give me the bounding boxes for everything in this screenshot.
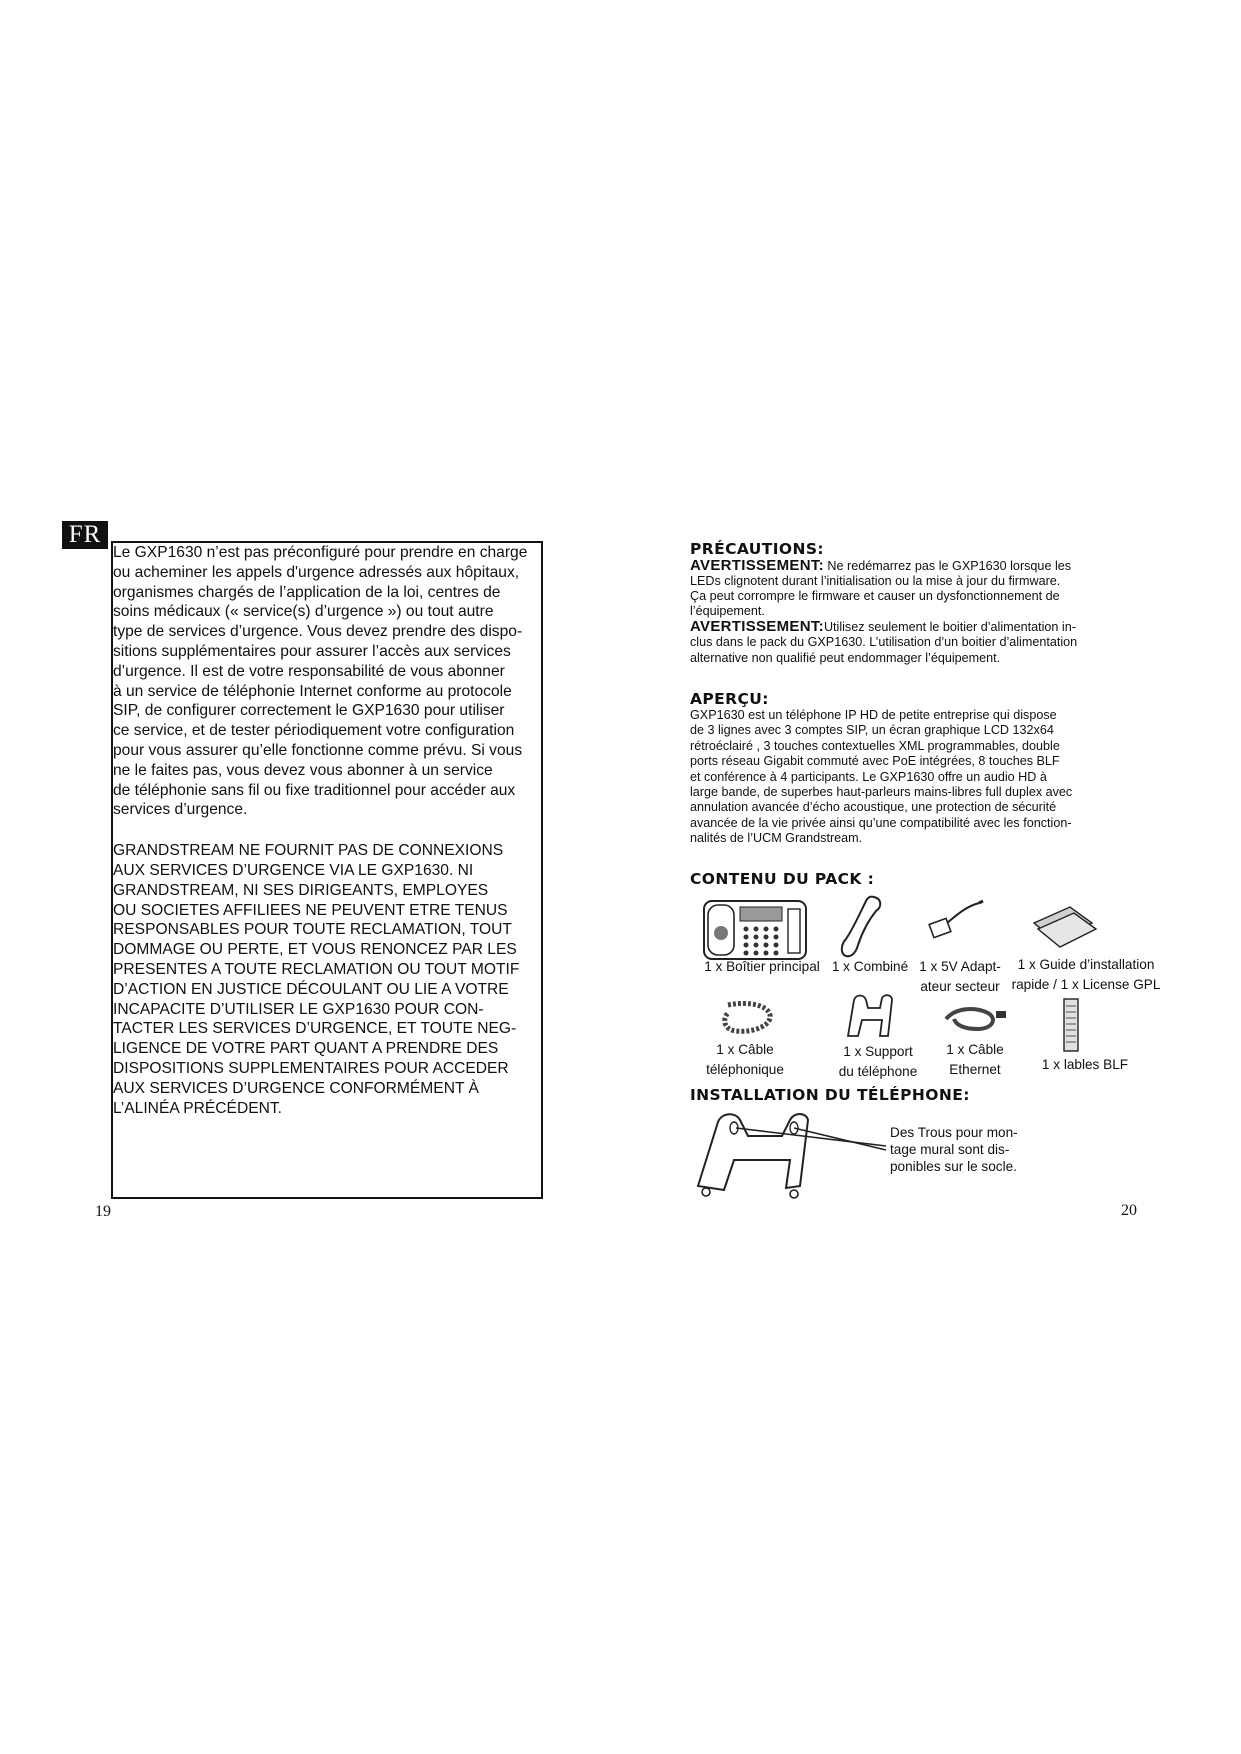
text-line: GXP1630 est un téléphone IP HD de petite entreprise qui dispose (690, 708, 1057, 722)
pack-item-label: ateur secteur (920, 979, 1000, 994)
text-line: type de services d’urgence. Vous devez prendre des dispo- (113, 623, 523, 641)
page-number-right: 20 (1121, 1202, 1137, 1219)
pack-item-label: 1 x Câble (946, 1042, 1004, 1057)
text-line: OU SOCIETES AFFILIEES NE PEUVENT ETRE TENUS (113, 901, 508, 919)
phone-base-illustration (700, 895, 810, 965)
wall-mount-stand-illustration (690, 1110, 890, 1202)
text-line: DOMMAGE OU PERTE, ET VOUS RENONCEZ PAR LES (113, 941, 517, 959)
text-line: à un service de téléphonie Internet conforme au protocole (113, 682, 512, 700)
pack-item-main-unit (698, 957, 826, 977)
pack-item-ethernet-cable (930, 1040, 1020, 1080)
text-line: LEDs clignotent durant l’initialisation ou la mise à jour du firmware. (690, 574, 1061, 589)
text-line: ponibles sur le socle. (890, 1159, 1017, 1174)
emergency-notice-text (113, 543, 543, 1118)
text-line: services d’urgence. (113, 801, 248, 819)
text-line: Ne redémarrez pas le GXP1630 lorsque les (823, 559, 1072, 573)
text-line: organismes chargés de l’application de la loi, centres de (113, 583, 501, 601)
text-line: INCAPACITE D’UTILISER LE GXP1630 POUR CON- (113, 1000, 484, 1018)
text-line: ou acheminer les appels d'urgence adressés aux hôpitaux, (113, 563, 520, 581)
installation-heading: INSTALLATION DU TÉLÉPHONE: (690, 1086, 970, 1104)
text-line: TACTER LES SERVICES D’URGENCE, ET TOUTE NEG- (113, 1020, 517, 1038)
emergency-paragraph-2 (113, 841, 543, 1118)
pack-item-blf-labels (1030, 1055, 1140, 1075)
pack-item-handset (826, 957, 914, 977)
overview-section (690, 690, 1120, 847)
pack-item-label: 1 x Guide d’installation (1017, 957, 1155, 972)
text-line: LIGENCE DE VOTRE PART QUANT A PRENDRE DES (113, 1040, 499, 1058)
text-line: annulation avancée d’écho acoustique, une protection de sécurité (690, 800, 1057, 815)
warning-label: AVERTISSEMENT: (690, 618, 824, 636)
text-line: de téléphonie sans fil ou fixe traditionnel pour accéder aux (113, 781, 516, 799)
pack-item-label: Ethernet (949, 1062, 1001, 1077)
text-line: d’urgence. Il est de votre responsabilité de vous abonner (113, 662, 505, 680)
pack-item-label: 1 x lables BLF (1041, 1057, 1129, 1072)
text-line: soins médicaux (« service(s) d’urgence ») ou tout autre (113, 603, 494, 621)
text-line: pour vous assurer qu’elle fonctionne comme prévu. Si vous (113, 741, 523, 759)
text-line: Ça peut corrompre le firmware et causer un dysfonctionnement de (690, 589, 1060, 604)
text-line: clus dans le pack du GXP1630. L’utilisation d’un boitier d’alimentation (690, 635, 1078, 650)
text-line: PRESENTES A TOUTE RECLAMATION OU TOUT MOTIF (113, 960, 520, 978)
pack-item-label: 1 x Boîtier principal (704, 959, 820, 974)
phone-stand-illustration (840, 990, 900, 1042)
power-adapter-illustration (925, 895, 985, 945)
text-line: nalités de l’UCM Grandstream. (690, 831, 863, 846)
text-line: D’ACTION EN JUSTICE DÉCOULANT OU LIE A VOTRE (113, 980, 509, 998)
text-line: avancée de la vie privée ainsi qu’une compatibilité avec les fonction- (690, 815, 1072, 830)
pack-item-label: du téléphone (838, 1064, 918, 1079)
page-number-left: 19 (95, 1203, 111, 1220)
text-line: Utilisez seulement le boitier d’alimentation in- (823, 620, 1076, 635)
text-line: DISPOSITIONS SUPPLEMENTAIRES POUR ACCEDER (113, 1059, 509, 1077)
text-line: l’équipement. (690, 604, 765, 619)
overview-text (690, 708, 1120, 847)
warning-2 (690, 619, 1120, 665)
text-line: alternative non qualifié peut endommager l’équipement. (690, 650, 1001, 665)
quick-guide-illustration (1030, 903, 1100, 948)
text-line: large bande, de superbes haut-parleurs mains-libres full duplex avec (690, 785, 1073, 800)
mounting-holes-note (890, 1124, 1040, 1175)
text-line: AUX SERVICES D’URGENCE CONFORMÉMENT À (113, 1079, 479, 1097)
text-line: GRANDSTREAM NE FOURNIT PAS DE CONNEXIONS (113, 842, 504, 860)
pack-item-power-adapter (910, 957, 1010, 997)
text-line: RESPONSABLES POUR TOUTE RECLAMATION, TOUT (113, 921, 512, 939)
pack-item-label: 1 x Câble (716, 1042, 774, 1057)
language-tab: FR (62, 521, 108, 549)
warning-label: AVERTISSEMENT: (690, 557, 824, 574)
text-line: et conférence à 4 participants. Le GXP1630 offre un audio HD à (690, 769, 1047, 784)
pack-item-phone-cord (690, 1040, 800, 1080)
text-line: Des Trous pour mon- (890, 1125, 1018, 1140)
text-line: AUX SERVICES D’URGENCE VIA LE GXP1630. NI (113, 861, 474, 879)
text-line: L’ALINÉA PRÉCÉDENT. (113, 1099, 282, 1117)
blf-labels-illustration (1060, 997, 1082, 1053)
pack-item-label: 1 x Combiné (831, 959, 909, 974)
pack-item-phone-stand (826, 1042, 930, 1082)
pack-item-label: 1 x Support (843, 1044, 913, 1059)
text-line: SIP, de configurer correctement le GXP1630 pour utiliser (113, 702, 505, 720)
text-line: de 3 lignes avec 3 comptes SIP, un écran graphique LCD 132x64 (690, 723, 1054, 738)
text-line: ports réseau Gigabit commuté avec PoE intégrées, 8 touches BLF (690, 754, 1060, 769)
pack-item-label: 1 x 5V Adapt- (919, 959, 1001, 974)
warning-1 (690, 558, 1120, 619)
handset-illustration (838, 893, 888, 963)
text-line: tage mural sont dis- (890, 1142, 1010, 1157)
precautions-section (690, 540, 1120, 666)
phone-cord-illustration (718, 997, 778, 1039)
text-line: GRANDSTREAM, NI SES DIRIGEANTS, EMPLOYES (113, 881, 489, 899)
text-line: rétroéclairé , 3 touches contextuelles XML programmables, double (690, 738, 1060, 753)
ethernet-cable-illustration (940, 1005, 1010, 1035)
overview-heading: APERÇU: (690, 690, 769, 708)
precautions-heading: PRÉCAUTIONS: (690, 540, 825, 558)
text-line: ne le faites pas, vous devez vous abonner à un service (113, 761, 493, 779)
pack-item-quick-guide (1006, 955, 1166, 995)
emergency-paragraph-1 (113, 543, 543, 820)
pack-item-label: rapide / 1 x License GPL (1011, 977, 1161, 992)
text-line: sitions supplémentaires pour assurer l’accès aux services (113, 642, 511, 660)
pack-heading: CONTENU DU PACK : (690, 870, 875, 888)
text-line: Le GXP1630 n’est pas préconfiguré pour prendre en charge (113, 544, 528, 561)
pack-item-label: téléphonique (706, 1062, 784, 1077)
text-line: ce service, et de tester périodiquement votre configuration (113, 722, 515, 740)
